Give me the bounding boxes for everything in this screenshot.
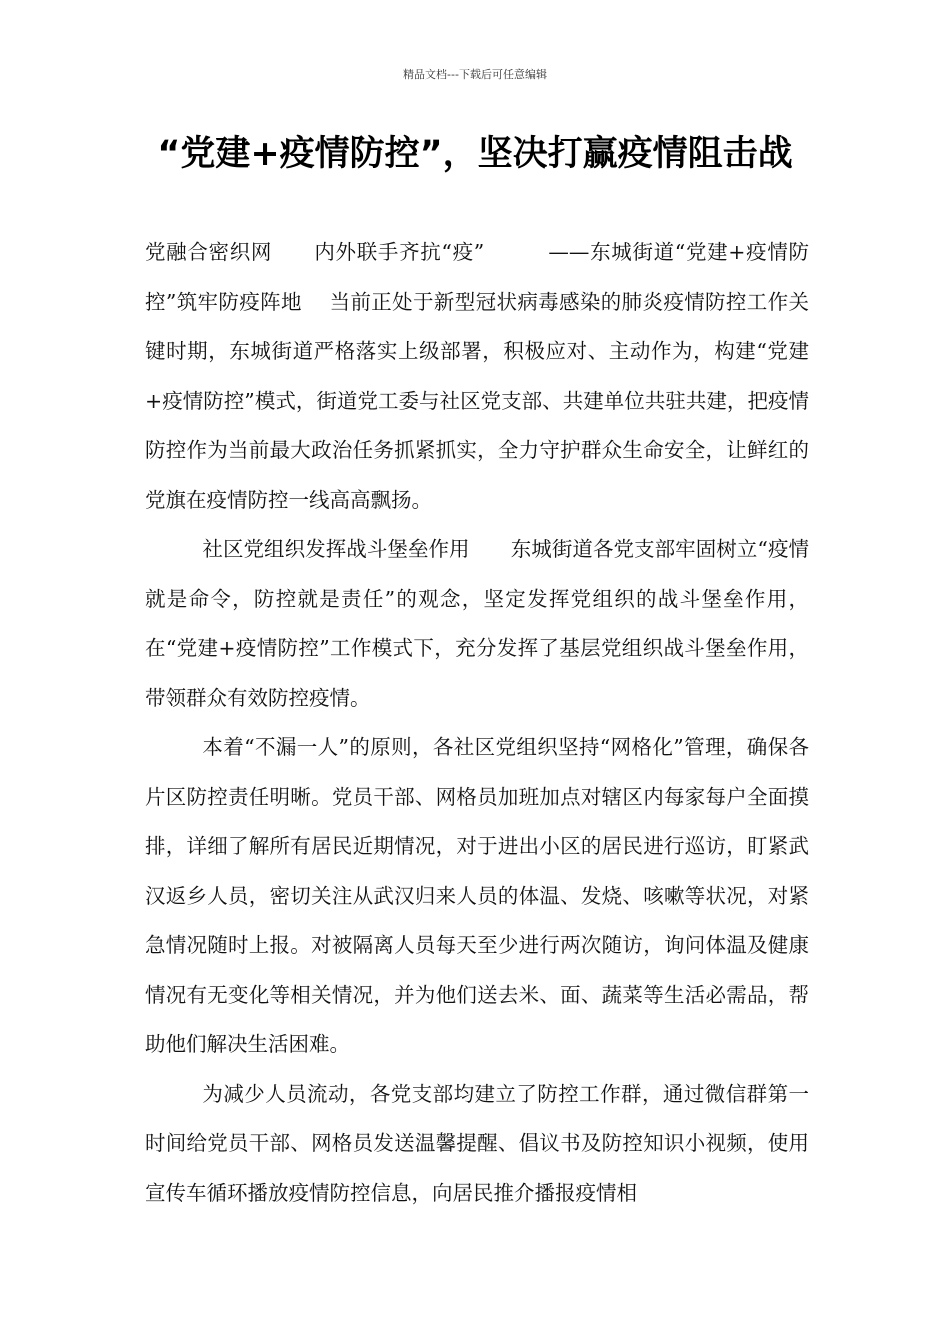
document-body (145, 228, 809, 1218)
paragraph-community-party: 社区党组织发挥战斗堡垒作用 东城街道各党支部牢固树立“疫情就是命令，防控就是责任”的观念，坚定发挥党组织的战斗堡垒作用，在“党建+疫情防控”工作模式下，充分发挥了基层党组织战斗堡垒作用，带领群众有效防控疫情。 (145, 537, 809, 710)
paragraph-intro: 党融合密织网 内外联手齐抗“疫” ——东城街道“党建+疫情防控”筑牢防疫阵地 当前正处于新型冠状病毒感染的肺炎疫情防控工作关键时期，东城街道严格落实上级部署，积极应对、主动作为，构建“党建+疫情防控”模式，街道党工委与社区党支部、共建单位共驻共建，把疫情防控作为当前最大政治任务抓紧抓实，全力守护群众生命安全，让鲜红的党旗在疫情防控一线高高飘扬。 (145, 240, 809, 512)
document-title: “党建+疫情防控”，坚决打赢疫情阻击战 (157, 134, 793, 174)
header-note: 精品文档---下载后可任意编辑 (403, 68, 547, 81)
paragraph-work-groups: 为减少人员流动，各党支部均建立了防控工作群，通过微信群第一时间给党员干部、网格员发送温馨提醒、倡议书及防控知识小视频，使用宣传车循环播放疫情防控信息，向居民推介播报疫情相 (145, 1081, 809, 1205)
paragraph-grid-management: 本着“不漏一人”的原则，各社区党组织坚持“网格化”管理，确保各片区防控责任明晰。党员干部、网格员加班加点对辖区内每家每户全面摸排，详细了解所有居民近期情况，对于进出小区的居民进行巡访，盯紧武汉返乡人员，密切关注从武汉归来人员的体温、发烧、咳嗽等状况，对紧急情况随时上报。对被隔离人员每天至少进行两次随访，询问体温及健康情况有无变化等相关情况，并为他们送去米、面、蔬菜等生活必需品，帮助他们解决生活困难。 (145, 735, 809, 1056)
